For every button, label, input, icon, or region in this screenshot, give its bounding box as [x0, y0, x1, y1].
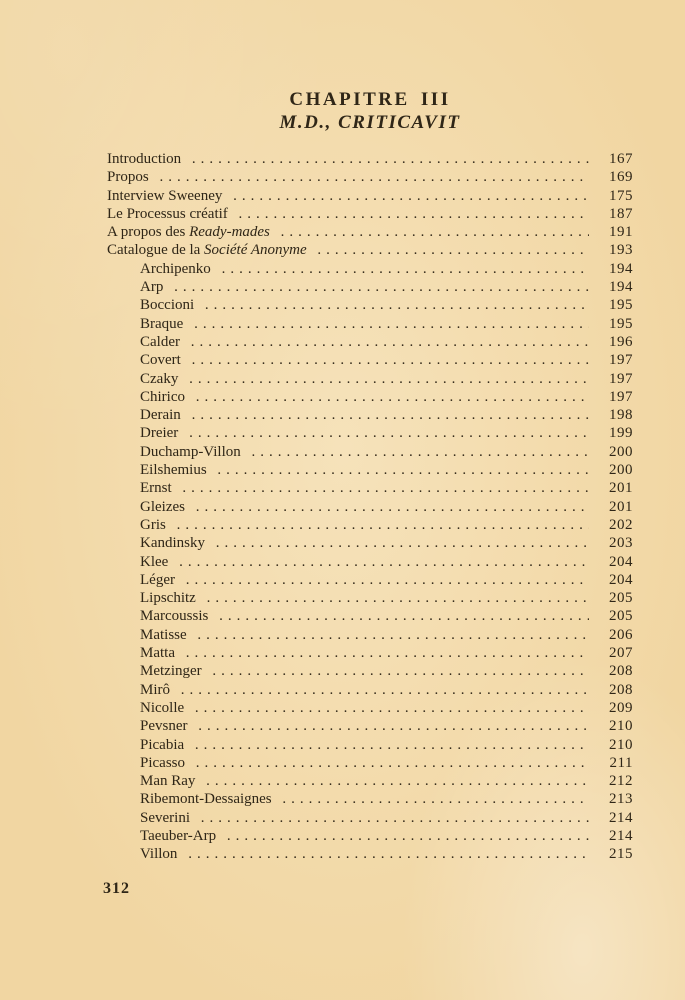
- toc-entry-page-number: 196: [609, 333, 633, 350]
- toc-entry: [107, 790, 633, 808]
- toc-entry-label: Chirico: [140, 388, 189, 405]
- toc-entry-label: Boccioni: [140, 297, 198, 314]
- toc-entry-label: Czaky: [140, 370, 183, 387]
- toc-entry-label: Lipschitz: [140, 590, 200, 607]
- toc-entry: [107, 479, 633, 497]
- dot-leader: [179, 553, 589, 571]
- toc-entry-page-number: 212: [609, 773, 633, 790]
- toc-entry-page-number: 195: [609, 297, 633, 314]
- toc-entry-label: Derain: [140, 407, 185, 424]
- dot-leader: [191, 333, 589, 351]
- toc-entry-page-number: 200: [609, 462, 633, 479]
- toc-entry-page-number: 197: [609, 370, 633, 387]
- toc-entry: [107, 662, 633, 680]
- toc-entry-label: Taeuber-Arp: [140, 827, 220, 844]
- toc-entry-label: Mirô: [140, 681, 174, 698]
- toc-entry-page-number: 203: [609, 535, 633, 552]
- dot-leader: [317, 241, 589, 259]
- toc-entry: [107, 626, 633, 644]
- toc-entry-label-italic: Société Anonyme: [204, 242, 311, 259]
- toc-entry-label: Calder: [140, 333, 184, 350]
- toc-entry: [107, 534, 633, 552]
- dot-leader: [239, 205, 589, 223]
- toc-entry-label: Archipenko: [140, 260, 215, 277]
- toc-entry-page-number: 213: [609, 791, 633, 808]
- toc-entry-label: Matisse: [140, 626, 191, 643]
- toc-entry-page-number: 198: [609, 407, 633, 424]
- toc-entry: [107, 516, 633, 534]
- dot-leader: [281, 223, 589, 241]
- toc-entry: [107, 754, 633, 772]
- dot-leader: [196, 388, 589, 406]
- dot-leader: [192, 150, 589, 168]
- toc-entry-page-number: 199: [609, 425, 633, 442]
- toc-entry-page-number: 206: [609, 626, 633, 643]
- toc-entry-page-number: 210: [609, 736, 633, 753]
- toc-entry: [107, 644, 633, 662]
- toc-entry: [107, 187, 633, 205]
- toc-entry-page-number: 209: [609, 699, 633, 716]
- toc-entry: [107, 736, 633, 754]
- dot-leader: [196, 498, 589, 516]
- toc-entry: [107, 717, 633, 735]
- toc-entry-label: Severini: [140, 809, 194, 826]
- toc-entry-label: Braque: [140, 315, 188, 332]
- dot-leader: [174, 278, 589, 296]
- toc-entry-label: Covert: [140, 352, 185, 369]
- toc-entry-page-number: 195: [609, 315, 633, 332]
- toc-entry-page-number: 193: [609, 242, 633, 259]
- chapter-title: CHAPITRE III: [289, 89, 451, 110]
- toc-entry: [107, 589, 633, 607]
- toc-entry-label: Gleizes: [140, 498, 189, 515]
- toc-entry-page-number: 187: [609, 205, 633, 222]
- toc-entry: [107, 388, 633, 406]
- chapter-subtitle: M.D., CRITICAVIT: [279, 112, 461, 133]
- toc-entry-page-number: 197: [609, 388, 633, 405]
- dot-leader: [219, 607, 589, 625]
- toc-entry-label: Duchamp-Villon: [140, 443, 245, 460]
- toc-entry-page-number: 205: [609, 608, 633, 625]
- toc-entry-label: Metzinger: [140, 663, 206, 680]
- toc-entry-page-number: 204: [609, 571, 633, 588]
- toc-entry: [107, 150, 633, 168]
- toc-entry-page-number: 204: [609, 553, 633, 570]
- toc-entry: [107, 498, 633, 516]
- toc-entry: [107, 571, 633, 589]
- toc-entry-page-number: 175: [609, 187, 633, 204]
- toc-entry: [107, 424, 633, 442]
- toc-entry-label: Ernst: [140, 480, 176, 497]
- toc-entry-label: Picasso: [140, 754, 189, 771]
- toc-entry: [107, 168, 633, 186]
- dot-leader: [182, 479, 589, 497]
- toc-entry-page-number: 205: [609, 590, 633, 607]
- dot-leader: [159, 168, 589, 186]
- toc-entry: [107, 406, 633, 424]
- toc-entry-label: Eilshemius: [140, 462, 211, 479]
- dot-leader: [201, 809, 589, 827]
- toc-entry: [107, 809, 633, 827]
- toc-entry: [107, 845, 633, 863]
- toc-entry-label: A propos des: [107, 224, 190, 241]
- toc-entry-page-number: 210: [609, 718, 633, 735]
- page-number-folio: 312: [103, 880, 130, 897]
- toc-entry-page-number: 202: [609, 516, 633, 533]
- toc-entry-page-number: 200: [609, 443, 633, 460]
- toc-entry-page-number: 208: [609, 681, 633, 698]
- toc-entry-label: Nicolle: [140, 699, 188, 716]
- toc-entry-label: Propos: [107, 169, 153, 186]
- toc-entry-page-number: 201: [609, 498, 633, 515]
- dot-leader: [192, 406, 589, 424]
- dot-leader: [186, 644, 589, 662]
- dot-leader: [222, 260, 589, 278]
- toc-entry: [107, 278, 633, 296]
- toc-entry-label: Marcoussis: [140, 608, 213, 625]
- toc-entry: [107, 241, 633, 259]
- toc-entry-label: Catalogue de la: [107, 242, 205, 259]
- toc-entry: [107, 205, 633, 223]
- dot-leader: [192, 351, 589, 369]
- toc-entry-page-number: 201: [609, 480, 633, 497]
- toc-entry-page-number: 194: [609, 279, 633, 296]
- dot-leader: [227, 827, 589, 845]
- toc-entry: [107, 681, 633, 699]
- toc-entry-page-number: 208: [609, 663, 633, 680]
- toc-entry-page-number: 167: [609, 151, 633, 167]
- toc-entry-label: Ribemont-Dessaignes: [140, 791, 276, 808]
- toc-entry: [107, 443, 633, 461]
- dot-leader: [195, 736, 589, 754]
- dot-leader: [206, 772, 589, 790]
- dot-leader: [177, 516, 589, 534]
- toc-entry-label: Picabia: [140, 736, 188, 753]
- toc-entry: [107, 699, 633, 717]
- toc-entry: [107, 772, 633, 790]
- toc-entry: [107, 260, 633, 278]
- toc-entry: [107, 351, 633, 369]
- dot-leader: [196, 754, 589, 772]
- toc-entry-label: Man Ray: [140, 773, 200, 790]
- toc-entry: [107, 296, 633, 314]
- dot-leader: [197, 626, 589, 644]
- toc-entry-page-number: 211: [609, 754, 633, 771]
- toc-entry-label-italic: Ready-mades: [189, 224, 274, 241]
- toc-entry-page-number: 191: [609, 224, 633, 241]
- toc-entry: [107, 607, 633, 625]
- toc-entry-label: Interview Sweeney: [107, 187, 227, 204]
- toc-entry-page-number: 169: [609, 169, 633, 186]
- toc-entry: [107, 827, 633, 845]
- toc-entry-label: Arp: [140, 279, 168, 296]
- toc-entry-page-number: 215: [609, 846, 633, 863]
- dot-leader: [186, 571, 589, 589]
- book-page: [107, 90, 633, 864]
- toc-entry-label: Matta: [140, 645, 179, 662]
- toc-entry-page-number: 197: [609, 352, 633, 369]
- toc-entry-page-number: 207: [609, 645, 633, 662]
- toc-entry-page-number: 214: [609, 809, 633, 826]
- toc-entry: [107, 370, 633, 388]
- toc-entry-label: Klee: [140, 553, 173, 570]
- toc-entry-label: Dreier: [140, 425, 183, 442]
- dot-leader: [189, 370, 589, 388]
- dot-leader: [216, 534, 589, 552]
- dot-leader: [194, 315, 589, 333]
- toc-entry-label: Gris: [140, 516, 170, 533]
- dot-leader: [233, 187, 589, 205]
- toc-entry-label: Introduction: [107, 151, 185, 167]
- dot-leader: [212, 662, 589, 680]
- toc-entry: [107, 223, 633, 241]
- toc-entry-label: Pevsner: [140, 718, 192, 735]
- toc-entry-page-number: 194: [609, 260, 633, 277]
- dot-leader: [195, 699, 589, 717]
- dot-leader: [198, 717, 589, 735]
- dot-leader: [188, 845, 589, 863]
- toc-entry-label: Léger: [140, 571, 179, 588]
- toc-entry-page-number: 214: [609, 827, 633, 844]
- dot-leader: [282, 790, 589, 808]
- toc-list: [107, 150, 633, 864]
- toc-entry: [107, 333, 633, 351]
- dot-leader: [189, 424, 589, 442]
- dot-leader: [181, 681, 589, 699]
- toc-entry: [107, 461, 633, 479]
- toc-entry-label: Le Processus créatif: [107, 205, 232, 222]
- toc-entry-label: Kandinsky: [140, 535, 209, 552]
- toc-entry: [107, 553, 633, 571]
- toc-entry-label: Villon: [140, 846, 182, 863]
- dot-leader: [205, 296, 589, 314]
- dot-leader: [217, 461, 589, 479]
- toc-entry: [107, 315, 633, 333]
- dot-leader: [252, 443, 590, 461]
- dot-leader: [207, 589, 589, 607]
